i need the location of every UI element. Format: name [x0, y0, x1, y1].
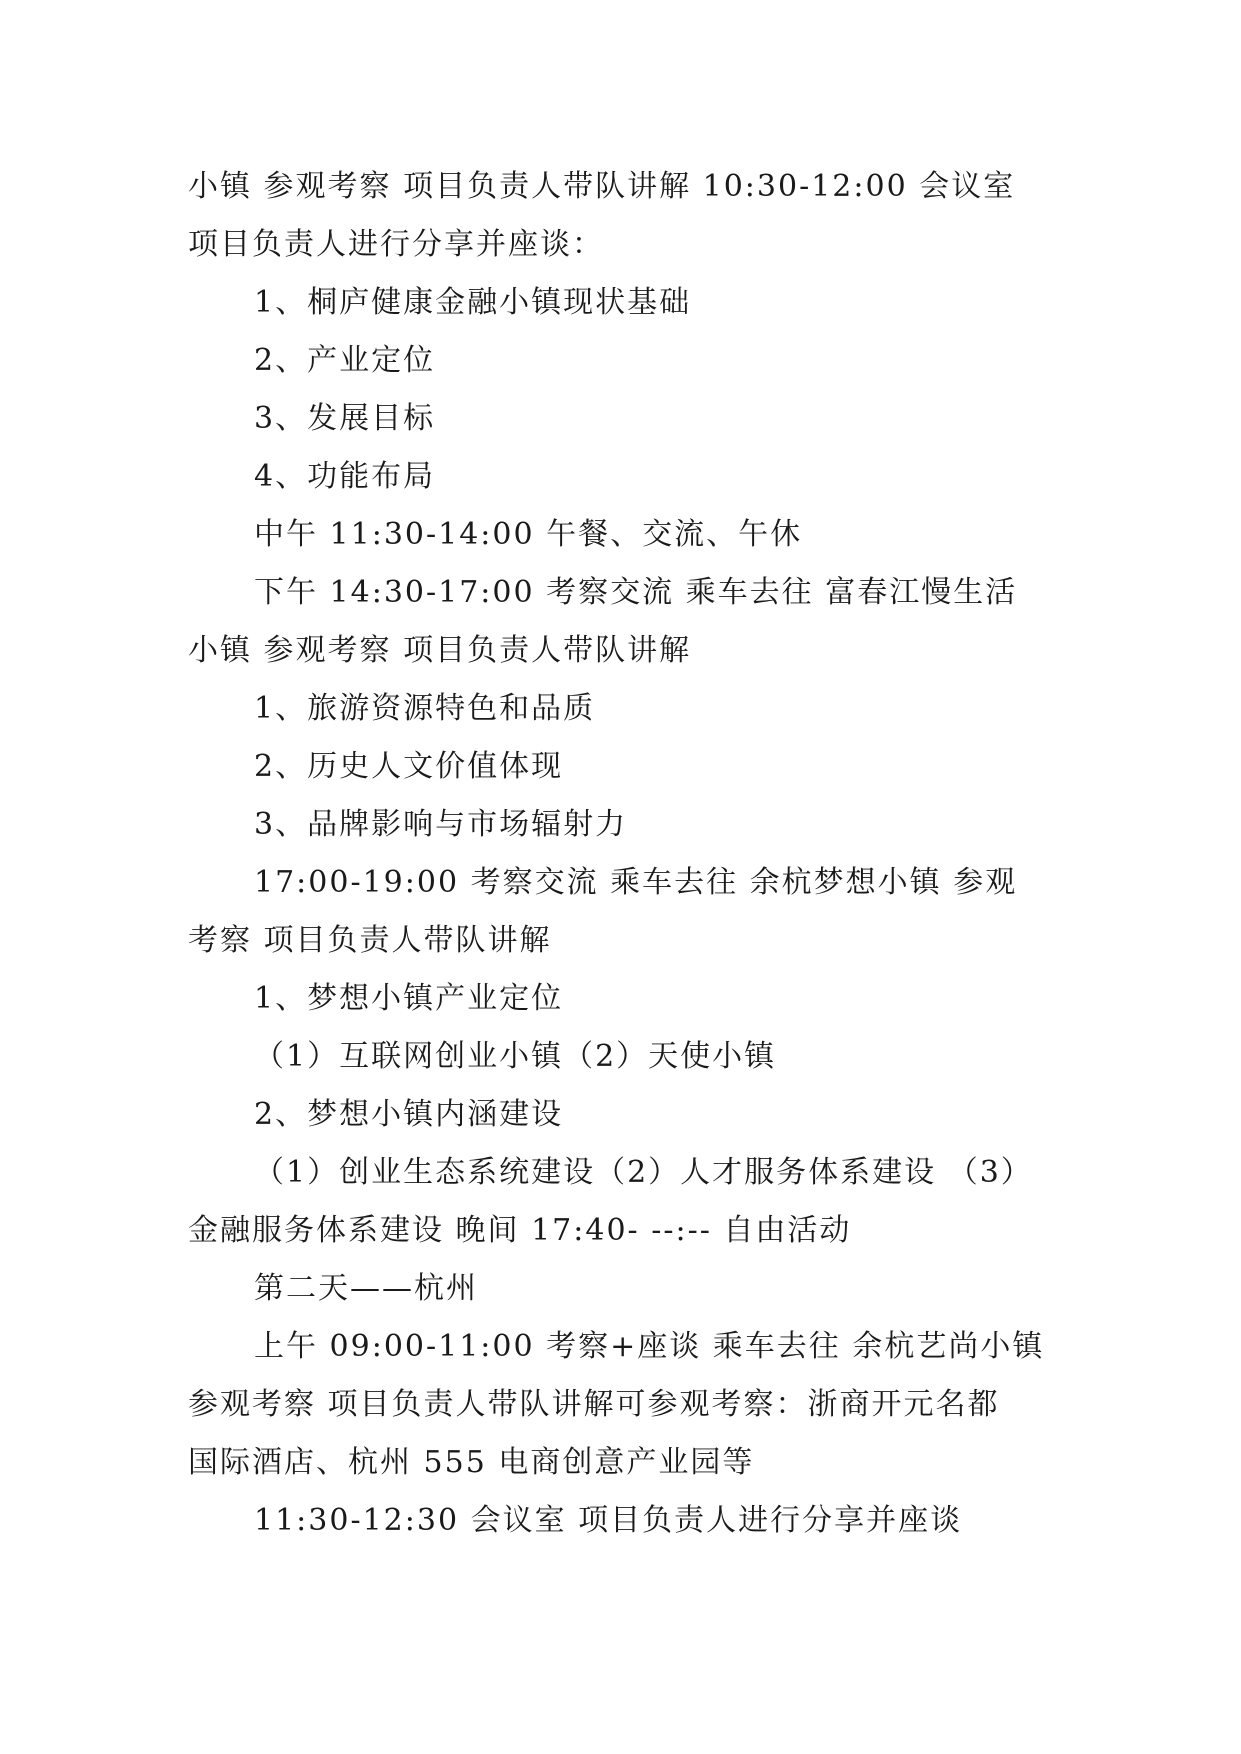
schedule-line: 中午 11:30-14:00 午餐、交流、午休 — [254, 517, 803, 552]
list-item: 2、产业定位 — [254, 343, 436, 378]
sub-list-item: （1）创业生态系统建设（2）人才服务体系建设 （3） — [254, 1155, 1033, 1190]
paragraph-line: 参观考察 项目负责人带队讲解可参观考察：浙商开元名都 — [188, 1387, 1000, 1422]
list-item: 1、梦想小镇产业定位 — [254, 981, 564, 1016]
document-body — [188, 158, 1068, 1550]
list-item: 2、梦想小镇内涵建设 — [254, 1097, 564, 1132]
paragraph-line: 金融服务体系建设 晚间 17:40- --:-- 自由活动 — [188, 1213, 852, 1248]
list-item: 1、旅游资源特色和品质 — [254, 691, 596, 726]
paragraph-line: 考察 项目负责人带队讲解 — [188, 923, 552, 958]
paragraph-line: 小镇 参观考察 项目负责人带队讲解 — [188, 633, 692, 668]
schedule-line: 17:00-19:00 考察交流 乘车去往 余杭梦想小镇 参观 — [254, 865, 1018, 900]
schedule-line: 下午 14:30-17:00 考察交流 乘车去往 富春江慢生活 — [254, 575, 1018, 610]
list-item: 3、品牌影响与市场辐射力 — [254, 807, 628, 842]
paragraph-line: 小镇 参观考察 项目负责人带队讲解 10:30-12:00 会议室 — [188, 169, 1016, 204]
schedule-line: 上午 09:00-11:00 考察+座谈 乘车去往 余杭艺尚小镇 — [254, 1329, 1045, 1364]
list-item: 2、历史人文价值体现 — [254, 749, 564, 784]
paragraph-line: 项目负责人进行分享并座谈： — [188, 227, 604, 262]
sub-list-item: （1）互联网创业小镇（2）天使小镇 — [254, 1039, 777, 1074]
list-item: 4、功能布局 — [254, 459, 436, 494]
paragraph-line: 国际酒店、杭州 555 电商创意产业园等 — [188, 1445, 755, 1480]
list-item: 1、桐庐健康金融小镇现状基础 — [254, 285, 692, 320]
day-heading: 第二天——杭州 — [254, 1271, 478, 1306]
list-item: 3、发展目标 — [254, 401, 436, 436]
schedule-line: 11:30-12:30 会议室 项目负责人进行分享并座谈 — [254, 1503, 963, 1538]
